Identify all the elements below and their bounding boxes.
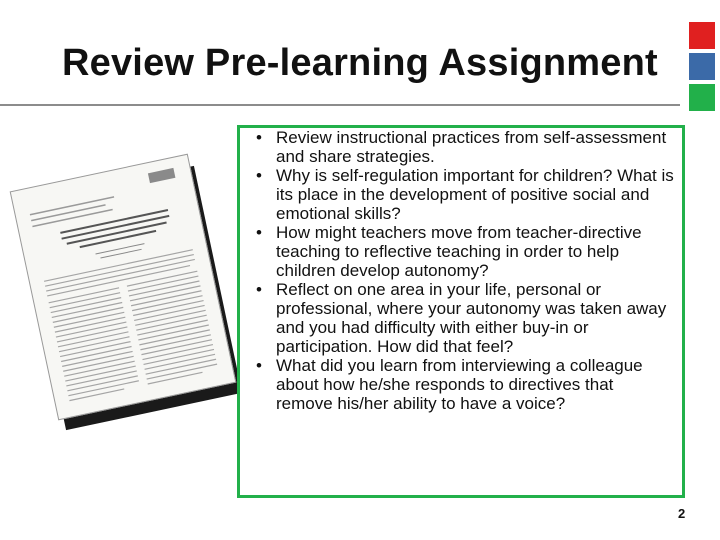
- bullet-item: • Reflect on one area in your life, personal or professional, where your autonomy was taken away and you had difficulty with either buy-in or participation. How did that feel?: [256, 280, 674, 356]
- bullet-item: • Review instructional practices from self-assessment and share strategies.: [256, 128, 674, 166]
- bullet-item: • Why is self-regulation important for children? What is its place in the development of positive social and emotional skills?: [256, 166, 674, 223]
- bullet-list-box: [237, 125, 685, 498]
- bullet-item: • How might teachers move from teacher-directive teaching to reflective teaching in order to help children develop autonomy?: [256, 223, 674, 280]
- article-text-lines: [11, 155, 235, 419]
- page-number: 2: [678, 506, 686, 521]
- title-divider: [0, 104, 680, 106]
- article-thumbnail-image: [10, 154, 237, 421]
- accent-square-blue: [689, 53, 715, 80]
- bullet-item: • What did you learn from interviewing a colleague about how he/she responds to directives that remove his/her ability to have a voice?: [256, 356, 674, 413]
- slide-title: Review Pre-learning Assignment: [62, 42, 658, 84]
- accent-square-red: [689, 22, 715, 49]
- accent-square-green: [689, 84, 715, 111]
- bullet-list: [256, 128, 674, 413]
